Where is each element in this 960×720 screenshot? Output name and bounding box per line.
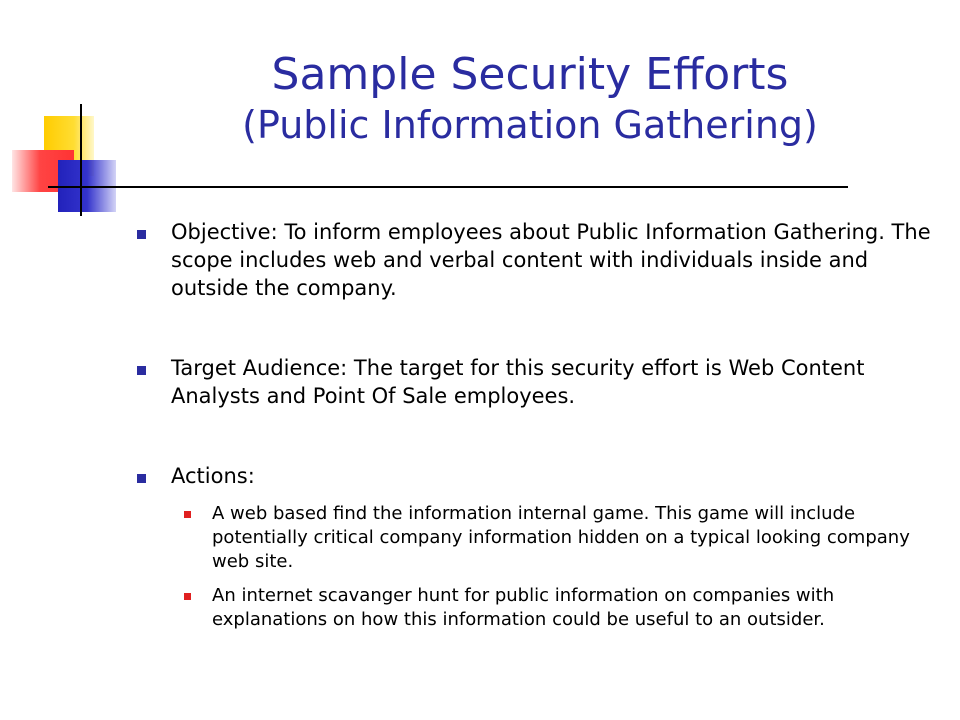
slide-body [134, 218, 934, 632]
bullet-text: Target Audience: The target for this security effort is Web Content Analysts and Point Of Sale employees. [171, 356, 865, 408]
sub-bullet-marker-icon [184, 511, 191, 518]
bullet-marker-icon [137, 230, 146, 239]
bullet-text: Actions: [171, 464, 255, 488]
title-line-2: (Public Information Gathering) [242, 103, 818, 147]
bullet-marker-icon [137, 366, 146, 375]
sub-bullet-scavenger-hunt [134, 584, 934, 632]
vertical-rule [80, 104, 82, 216]
bullet-text: Objective: To inform employees about Public Information Gathering. The scope includes web and verbal content with individuals inside and outside the company. [171, 220, 931, 300]
bullet-objective [134, 218, 934, 302]
bullet-marker-icon [137, 474, 146, 483]
title-underline-rule [48, 186, 848, 188]
bullet-target-audience [134, 354, 934, 410]
title-line-1: Sample Security Efforts [271, 49, 789, 100]
sub-bullet-web-game [134, 502, 934, 574]
sub-bullet-text: A web based find the information internal game. This game will include potentially critical company information hidden on a typical looking company web site. [212, 503, 910, 572]
sub-bullet-marker-icon [184, 593, 191, 600]
slide-title [140, 48, 920, 148]
sub-bullet-text: An internet scavanger hunt for public information on companies with explanations on how this information could be useful to an outsider. [212, 585, 835, 630]
slide-decoration [0, 0, 140, 230]
bullet-actions [134, 462, 934, 490]
